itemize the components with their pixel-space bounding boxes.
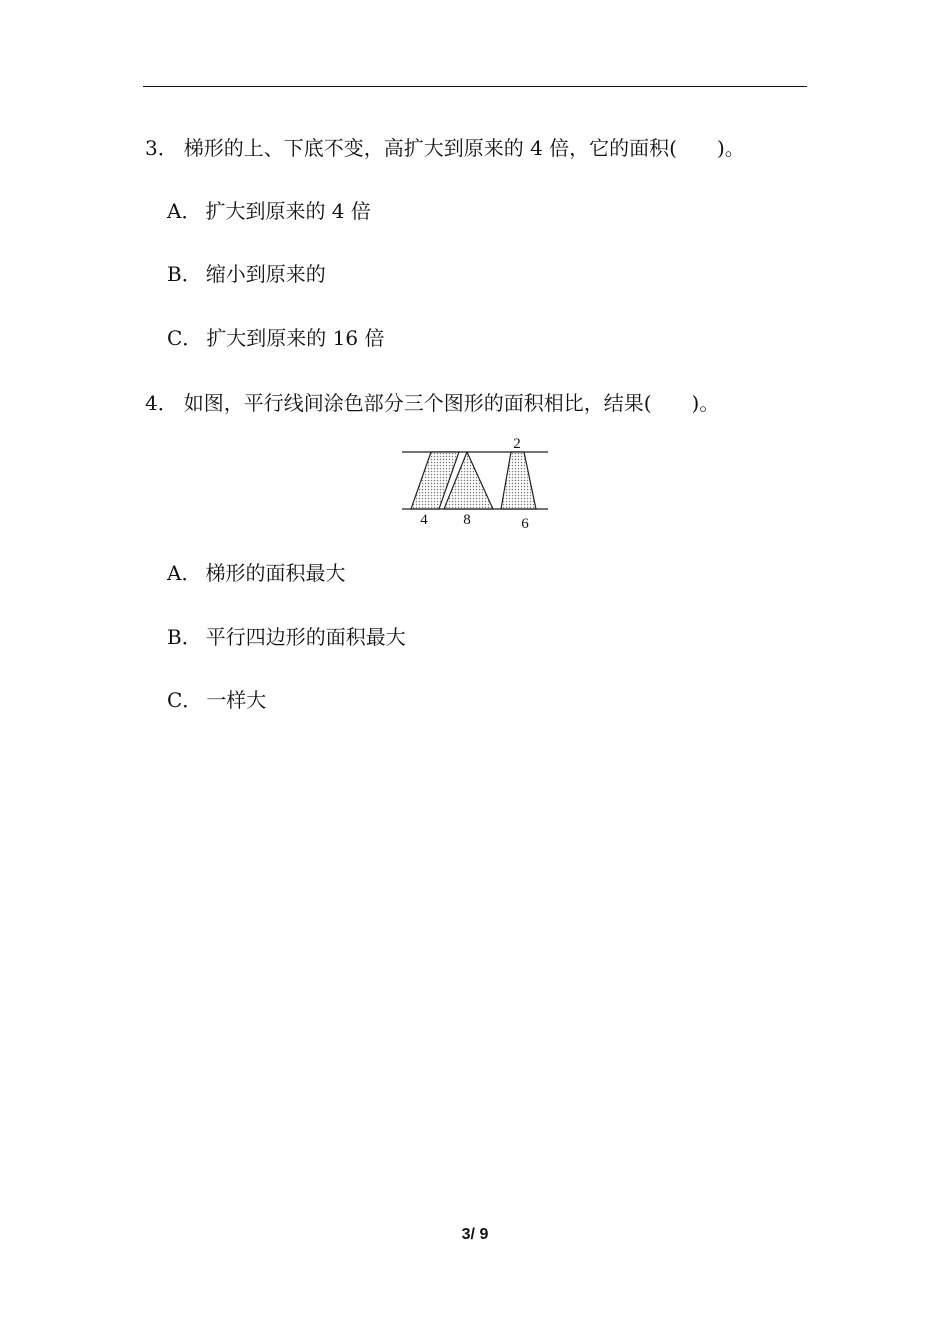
page-number: 3/ 9 xyxy=(461,1226,489,1243)
option-letter: C． xyxy=(167,688,203,712)
option-3-b[interactable] xyxy=(167,260,326,288)
question-4 xyxy=(145,389,719,417)
parallel-lines-figure xyxy=(400,434,550,534)
option-text: 缩小到原来的 xyxy=(205,262,326,286)
question-stem: 梯形的上、下底不变，高扩大到原来的 4 倍，它的面积( xyxy=(183,136,677,160)
trapezoid-shape xyxy=(501,452,536,509)
question-number: 4． xyxy=(145,391,178,415)
option-letter: C． xyxy=(167,326,203,350)
question-stem-end: )。 xyxy=(716,136,745,160)
question-stem-end: )。 xyxy=(691,391,720,415)
header-rule xyxy=(143,86,807,87)
label-triangle-base: 8 xyxy=(463,512,471,528)
option-3-a[interactable] xyxy=(167,197,371,225)
option-letter: B． xyxy=(167,262,202,286)
label-trapezoid-top: 2 xyxy=(513,436,521,452)
option-letter: A． xyxy=(167,199,202,223)
option-text: 一样大 xyxy=(206,688,267,712)
question-number: 3． xyxy=(145,136,178,160)
label-parallelogram-base: 4 xyxy=(420,512,428,528)
question-stem: 如图，平行线间涂色部分三个图形的面积相比，结果( xyxy=(183,391,652,415)
option-letter: B． xyxy=(167,625,202,649)
label-trapezoid-bottom: 6 xyxy=(521,516,529,532)
option-4-c[interactable] xyxy=(167,686,266,714)
option-text: 平行四边形的面积最大 xyxy=(205,625,406,649)
option-4-b[interactable] xyxy=(167,623,406,651)
option-text: 扩大到原来的 16 倍 xyxy=(206,326,385,350)
option-text: 梯形的面积最大 xyxy=(205,561,346,585)
option-text: 扩大到原来的 4 倍 xyxy=(205,199,371,223)
question-3 xyxy=(145,134,745,162)
option-3-c[interactable] xyxy=(167,324,384,352)
option-4-a[interactable] xyxy=(167,559,345,587)
option-letter: A． xyxy=(167,561,202,585)
